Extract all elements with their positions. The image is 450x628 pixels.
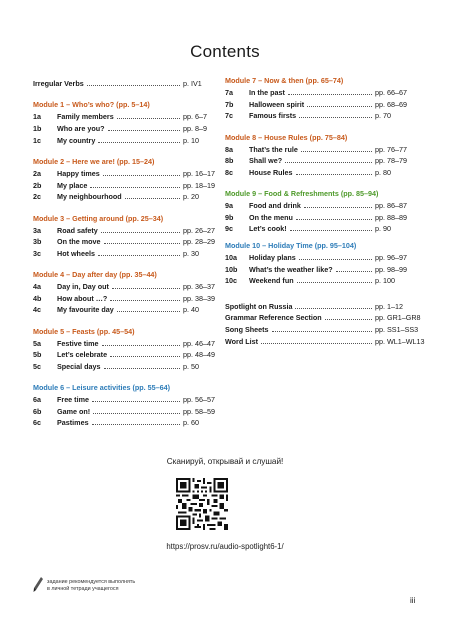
- toc-entry: [33, 394, 223, 406]
- dot-leader: [104, 368, 180, 369]
- lesson-code: 3c: [33, 248, 41, 258]
- lesson-pages: p. 10: [183, 135, 199, 145]
- lesson-pages: pp. 56–57: [183, 395, 215, 405]
- toc-entry: [33, 225, 223, 237]
- lesson-code: 6a: [33, 395, 41, 405]
- toc-entry: [33, 361, 223, 373]
- lesson-title: Let’s celebrate: [57, 350, 108, 360]
- module-heading: Module 2 – Here we are! (pp. 15–24): [33, 156, 155, 166]
- dot-leader: [98, 255, 180, 256]
- lesson-code: 8c: [225, 167, 233, 177]
- lesson-code: 4c: [33, 305, 41, 315]
- dot-leader: [125, 198, 180, 199]
- lesson-title: Who are you?: [57, 123, 105, 133]
- extra-pages: pp. WL1–WL13: [375, 336, 425, 346]
- dot-leader: [102, 345, 180, 346]
- page-number: iii: [410, 596, 416, 605]
- lesson-title: That’s the rule: [249, 144, 298, 154]
- lesson-pages: pp. 68–69: [375, 99, 407, 109]
- lesson-code: 6c: [33, 418, 41, 428]
- dot-leader: [285, 162, 372, 163]
- note-line: задание рекомендуется выполнять: [47, 579, 136, 585]
- dot-leader: [93, 413, 180, 414]
- lesson-pages: pp. 96–97: [375, 252, 407, 262]
- irregular-verbs-entry: [33, 78, 223, 90]
- lesson-title: In the past: [249, 88, 285, 97]
- lesson-pages: pp. 36–37: [183, 282, 215, 292]
- module-heading: Module 9 – Food & Refreshments (pp. 85–94): [225, 189, 379, 199]
- dot-leader: [90, 187, 180, 188]
- lesson-pages: pp. 6–7: [183, 112, 207, 122]
- lesson-title: Halloween spirit: [249, 99, 305, 109]
- lesson-title: Shall we?: [249, 156, 283, 166]
- lesson-pages: pp. 8–9: [183, 123, 207, 133]
- lesson-pages: pp. 26–27: [183, 225, 215, 235]
- toc-entry: [225, 144, 415, 156]
- dot-leader: [92, 424, 180, 425]
- lesson-code: 7c: [225, 111, 233, 121]
- lesson-code: 10b: [225, 264, 238, 274]
- toc-entry: [33, 248, 223, 260]
- toc-entry: [33, 168, 223, 180]
- lesson-code: 7a: [225, 88, 233, 97]
- scan-instruction: Сканируй, открывай и слушай!: [166, 457, 284, 466]
- dot-leader: [92, 401, 180, 402]
- lesson-code: 6b: [33, 406, 42, 416]
- lesson-pages: p. 40: [183, 305, 199, 315]
- lesson-code: 10c: [225, 276, 237, 286]
- dot-leader: [272, 331, 372, 332]
- dot-leader: [304, 207, 372, 208]
- toc-entry: [33, 236, 223, 248]
- lesson-code: 5c: [33, 361, 41, 371]
- extra-pages: pp. 1–12: [375, 301, 403, 311]
- dot-leader: [301, 151, 372, 152]
- dot-leader: [117, 311, 180, 312]
- lesson-title: Road safety: [57, 225, 98, 235]
- lesson-pages: pp. 38–39: [183, 293, 215, 303]
- toc-entry: [225, 252, 415, 264]
- lesson-pages: pp. 78–79: [375, 156, 407, 166]
- extra-title: Song Sheets: [225, 324, 269, 334]
- lesson-code: 8a: [225, 144, 233, 154]
- lesson-pages: p. 50: [183, 361, 199, 371]
- dot-leader: [110, 356, 180, 357]
- lesson-code: 3b: [33, 237, 42, 247]
- lesson-code: 5a: [33, 338, 41, 348]
- toc-entry: [33, 338, 223, 350]
- toc-entry: [33, 111, 223, 123]
- module-heading: Module 10 – Holiday Time (pp. 95–104): [225, 240, 357, 250]
- toc-entry: [33, 417, 223, 429]
- toc-extra-entry: [225, 301, 415, 313]
- lesson-code: 4b: [33, 293, 42, 303]
- toc-entry: [225, 212, 415, 224]
- lesson-code: 10a: [225, 252, 237, 262]
- lesson-title: Famous firsts: [249, 111, 297, 121]
- dot-leader: [98, 142, 180, 143]
- extra-title: Word List: [225, 336, 259, 346]
- lesson-code: 1a: [33, 112, 41, 122]
- entry-pages: p. IV1: [183, 79, 202, 88]
- toc-entry: [33, 304, 223, 316]
- toc-entry: [225, 167, 415, 179]
- dot-leader: [296, 174, 372, 175]
- page-title: Contents: [190, 42, 260, 61]
- module-heading: Module 7 – Now & then (pp. 65–74): [225, 76, 344, 85]
- dot-leader: [117, 118, 180, 119]
- lesson-title: On the menu: [249, 212, 293, 222]
- lesson-title: My neighbourhood: [57, 192, 122, 202]
- contents-left-column: [33, 75, 223, 429]
- toc-entry: [225, 223, 415, 235]
- lesson-code: 2a: [33, 168, 41, 178]
- toc-entry: [33, 281, 223, 293]
- note-line: в личной тетради учащегося: [47, 586, 119, 592]
- lesson-code: 2b: [33, 180, 42, 190]
- toc-entry: [225, 264, 415, 276]
- lesson-pages: pp. 48–49: [183, 350, 215, 360]
- lesson-pages: pp. 46–47: [183, 338, 215, 348]
- dot-leader: [101, 232, 180, 233]
- lesson-title: My country: [57, 135, 96, 145]
- module-heading: Module 1 – Who’s who? (pp. 5–14): [33, 100, 150, 110]
- module-heading: Module 4 – Day after day (pp. 35–44): [33, 270, 157, 280]
- entry-title: Irregular Verbs: [33, 79, 84, 88]
- audio-url-link[interactable]: https://prosv.ru/audio-spotlight6-1/: [166, 542, 284, 551]
- lesson-pages: pp. 66–67: [375, 88, 407, 97]
- lesson-pages: pp. 18–19: [183, 180, 215, 190]
- lesson-title: Free time: [57, 395, 89, 405]
- lesson-code: 3a: [33, 225, 41, 235]
- toc-entry: [33, 123, 223, 135]
- toc-entry: [33, 180, 223, 192]
- dot-leader: [299, 259, 372, 260]
- toc-entry: [33, 406, 223, 418]
- dot-leader: [261, 343, 372, 344]
- lesson-code: 1c: [33, 135, 41, 145]
- toc-entry: [225, 110, 415, 122]
- lesson-title: On the move: [57, 237, 101, 247]
- lesson-title: Food and drink: [249, 201, 301, 211]
- toc-entry: [33, 135, 223, 147]
- lesson-title: Happy times: [57, 168, 100, 178]
- lesson-code: 4a: [33, 282, 41, 292]
- dot-leader: [299, 117, 372, 118]
- lesson-pages: pp. 58–59: [183, 406, 215, 416]
- dot-leader: [290, 230, 372, 231]
- lesson-title: Hot wheels: [57, 248, 95, 258]
- lesson-title: Let’s cook!: [249, 224, 287, 234]
- toc-entry: [33, 349, 223, 361]
- lesson-pages: pp. 76–77: [375, 144, 407, 154]
- notebook-note: [33, 577, 135, 593]
- lesson-code: 9a: [225, 201, 233, 211]
- toc-entry: [225, 200, 415, 212]
- lesson-title: What’s the weather like?: [249, 264, 333, 274]
- lesson-code: 7b: [225, 99, 234, 109]
- lesson-title: Special days: [57, 361, 101, 371]
- module-heading: Module 6 – Leisure activities (pp. 55–64): [33, 383, 171, 393]
- toc-entry: [225, 87, 415, 99]
- lesson-pages: pp. 86–87: [375, 201, 407, 211]
- toc-entry: [225, 99, 415, 111]
- dot-leader: [112, 288, 180, 289]
- lesson-code: 8b: [225, 156, 234, 166]
- lesson-title: My place: [57, 180, 88, 190]
- dot-leader: [297, 282, 372, 283]
- lesson-title: Holiday plans: [249, 252, 296, 262]
- lesson-code: 9c: [225, 224, 233, 234]
- toc-entry: [33, 191, 223, 203]
- qr-code-icon[interactable]: [176, 478, 228, 530]
- toc-extra-entry: [225, 312, 421, 324]
- dot-leader: [288, 94, 372, 95]
- lesson-title: How about …?: [57, 293, 108, 303]
- pencil-icon: [33, 577, 43, 593]
- lesson-pages: p. 90: [375, 224, 391, 234]
- extra-title: Spotlight on Russia: [225, 301, 293, 311]
- dot-leader: [296, 219, 372, 220]
- contents-right-column: [225, 75, 425, 347]
- lesson-title: Family members: [57, 112, 114, 122]
- lesson-title: Weekend fun: [249, 276, 294, 286]
- lesson-title: Festive time: [57, 338, 99, 348]
- lesson-pages: pp. 88–89: [375, 212, 407, 222]
- dot-leader: [110, 300, 180, 301]
- lesson-title: Pastimes: [57, 418, 89, 428]
- lesson-pages: p. 80: [375, 167, 391, 177]
- lesson-code: 2c: [33, 192, 41, 202]
- lesson-title: Game on!: [57, 406, 91, 416]
- dot-leader: [325, 319, 372, 320]
- extra-pages: pp. SS1–SS3: [375, 324, 419, 334]
- lesson-code: 5b: [33, 350, 42, 360]
- toc-extra-entry: [225, 324, 419, 336]
- extra-title: Grammar Reference Section: [225, 313, 322, 323]
- dot-leader: [104, 243, 180, 244]
- extra-pages: pp. GR1–GR8: [375, 313, 421, 323]
- lesson-pages: pp. 28–29: [183, 237, 215, 247]
- lesson-title: House Rules: [249, 167, 293, 177]
- lesson-title: My favourite day: [57, 305, 114, 315]
- dot-leader: [103, 175, 180, 176]
- lesson-pages: pp. 98–99: [375, 264, 407, 274]
- lesson-pages: p. 100: [375, 276, 395, 286]
- dot-leader: [307, 106, 372, 107]
- lesson-pages: p. 30: [183, 248, 199, 258]
- dot-leader: [295, 308, 372, 309]
- lesson-code: 1b: [33, 123, 42, 133]
- module-heading: Module 8 – House Rules (pp. 75–84): [225, 132, 348, 142]
- module-heading: Module 5 – Feasts (pp. 45–54): [33, 326, 135, 336]
- toc-entry: [225, 155, 415, 167]
- toc-entry: [225, 275, 415, 287]
- lesson-code: 9b: [225, 212, 234, 222]
- dot-leader: [336, 271, 372, 272]
- dot-leader: [108, 130, 180, 131]
- toc-entry: [33, 293, 223, 305]
- lesson-pages: p. 70: [375, 111, 391, 121]
- dot-leader: [87, 85, 180, 86]
- toc-extra-entry: [225, 336, 425, 348]
- module-heading: Module 3 – Getting around (pp. 25–34): [33, 213, 164, 223]
- lesson-pages: p. 60: [183, 418, 199, 428]
- lesson-pages: pp. 16–17: [183, 168, 215, 178]
- lesson-pages: p. 20: [183, 192, 199, 202]
- lesson-title: Day in, Day out: [57, 282, 109, 292]
